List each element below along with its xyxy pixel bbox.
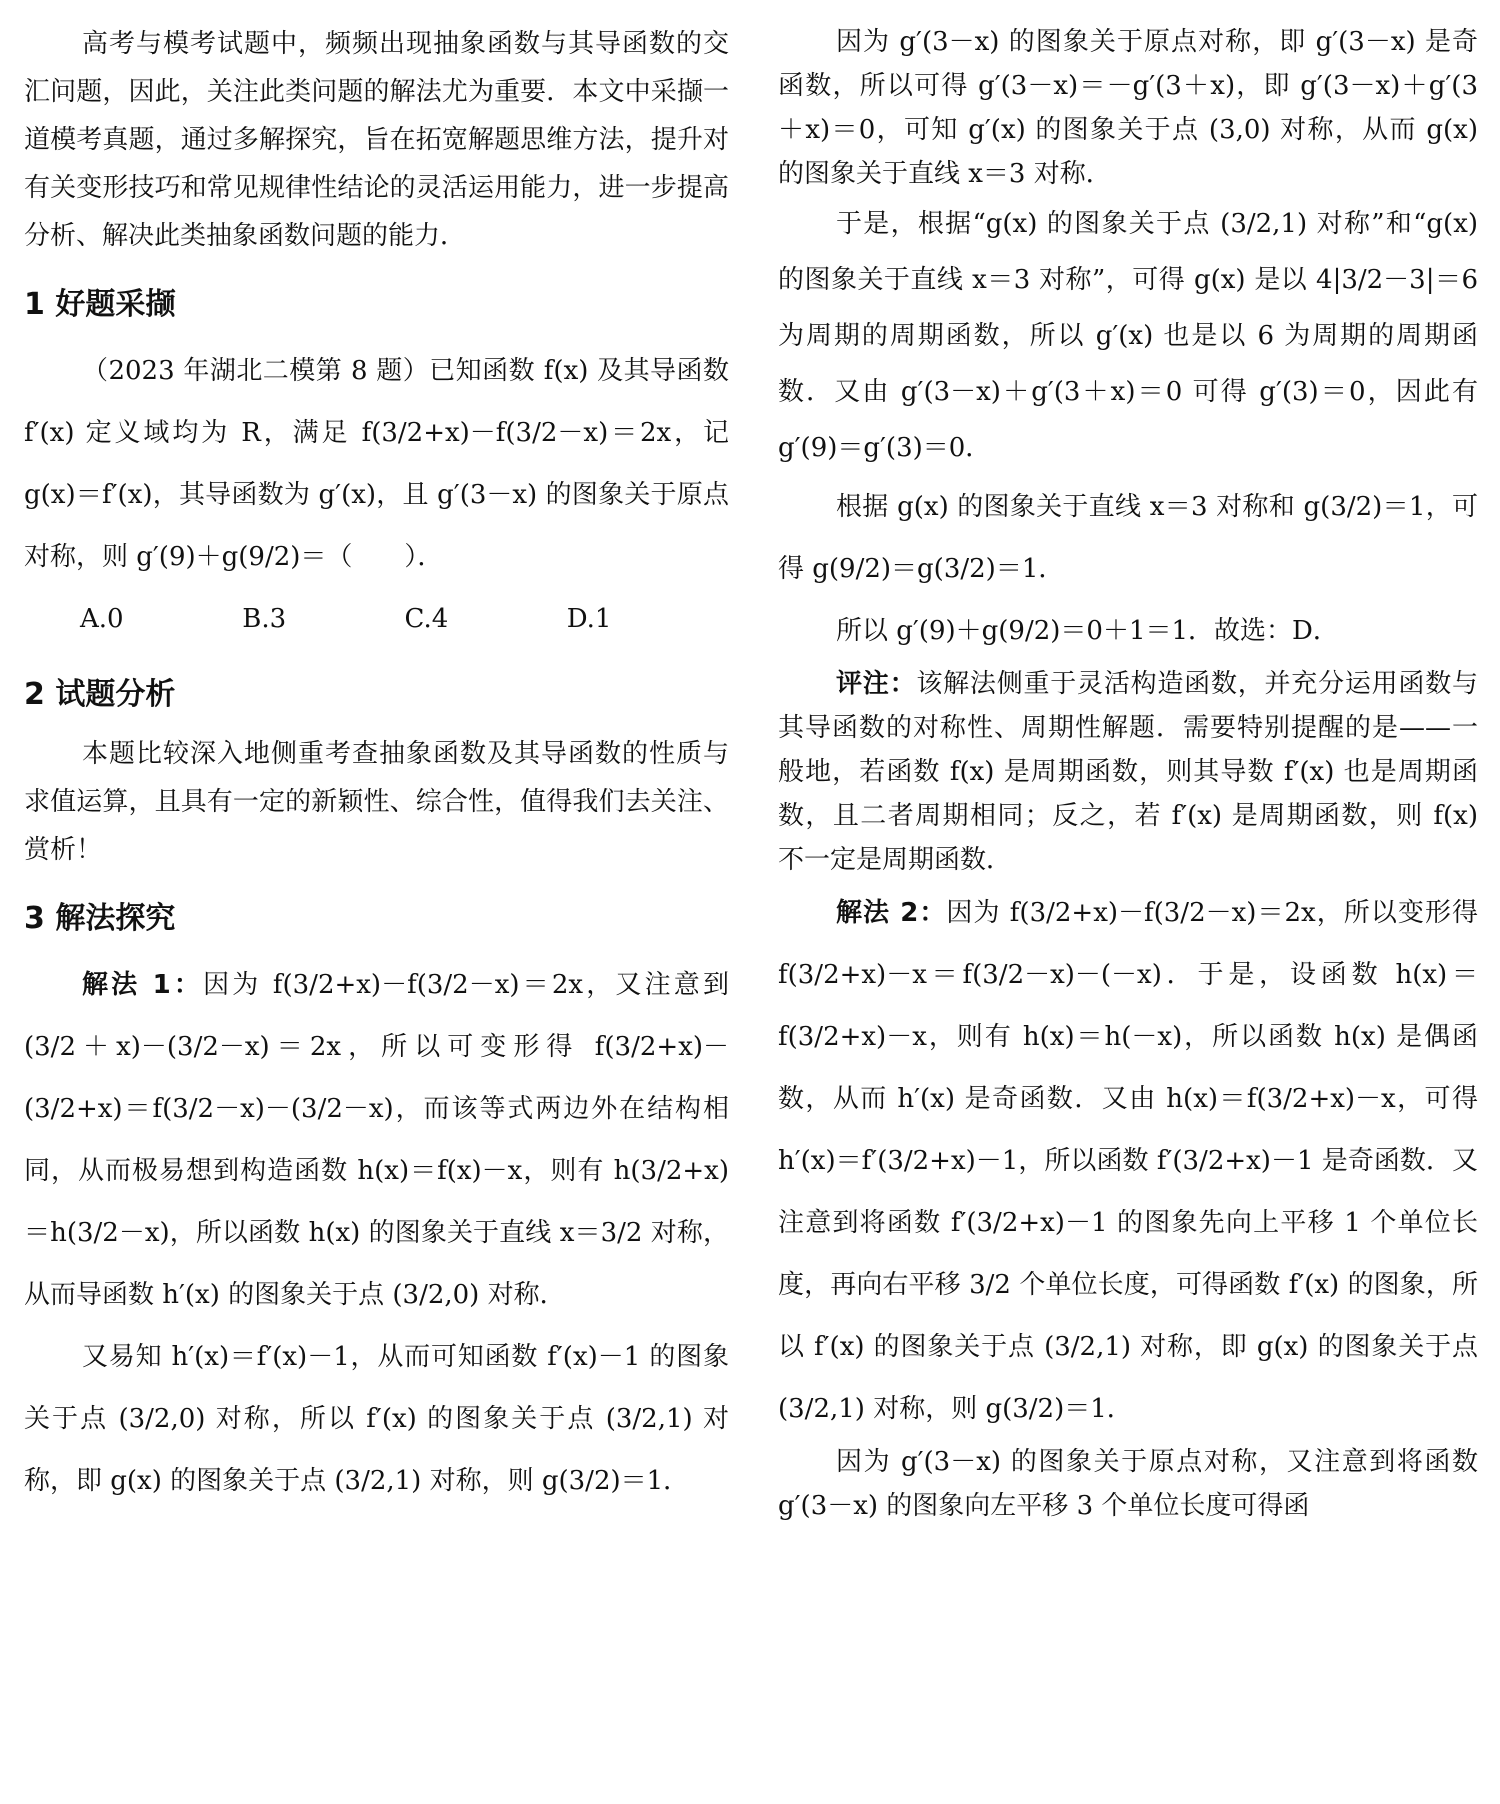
value-paragraph: 根据 g(x) 的图象关于直线 x＝3 对称和 g(3/2)＝1，可得 g(9/2)＝g(3/2)＝1．: [778, 492, 1478, 584]
intro-paragraph: 高考与模考试题中，频频出现抽象函数与其导函数的交汇问题，因此，关注此类问题的解法尤为重要．本文中采撷一道模考真题，通过多解探究，旨在拓宽解题思维方法，提升对有关变形技巧和常见规律性结论的灵活运用能力，进一步提高分析、解决此类抽象函数问题的能力．: [24, 29, 729, 251]
symmetry-paragraph: 因为 g′(3－x) 的图象关于原点对称，即 g′(3－x) 是奇函数，所以可得 g′(3－x)＝－g′(3＋x)，即 g′(3－x)＋g′(3＋x)＝0，可知 g′(x) 的图象关于点 (3,0) 对称，从而 g(x) 的图象关于直线 x＝3 对称．: [778, 27, 1478, 189]
solution-1-label: 解法 1：: [82, 970, 204, 1000]
section-heading-1: 1 好题采撷: [24, 287, 176, 322]
period-paragraph: 于是，根据“g(x) 的图象关于点 (3/2,1) 对称”和“g(x) 的图象关于直线 x＝3 对称”，可得 g(x) 是以 4|3/2－3|＝6 为周期的周期函数，所以 g′(x) 也是以 6 为周期的周期函数．又由 g′(3－x)＋g′(3＋x)＝0 可得 g′(3)＝0，因此有 g′(9)＝g′(3)＝0．: [778, 209, 1478, 463]
section-heading-2: 2 试题分析: [24, 677, 176, 712]
conclusion-paragraph: 所以 g′(9)＋g(9/2)＝0＋1＝1．故选：D．: [836, 616, 1339, 646]
analysis-paragraph: 本题比较深入地侧重考查抽象函数及其导函数的性质与求值运算，且具有一定的新颖性、综合性，值得我们去关注、赏析！: [24, 739, 729, 865]
section-heading-3: 3 解法探究: [24, 901, 176, 936]
solution-2-paragraph: [778, 882, 1478, 1440]
answer-options: [24, 588, 729, 650]
remark-paragraph: [778, 662, 1478, 882]
solution-1-paragraph-2: 又易知 h′(x)＝f′(x)－1，从而可知函数 f′(x)－1 的图象关于点 (3/2,0) 对称，所以 f′(x) 的图象关于点 (3/2,1) 对称，即 g(x) 的图象关于点 (3/2,1) 对称，则 g(3/2)＝1．: [24, 1342, 729, 1496]
solution-2-label: 解法 2：: [836, 898, 947, 928]
continuation-paragraph: 因为 g′(3－x) 的图象关于原点对称，又注意到将函数 g′(3－x) 的图象向左平移 3 个单位长度可得函: [778, 1447, 1478, 1521]
solution-2-text: 因为 f(3/2+x)－f(3/2－x)＝2x，所以变形得 f(3/2+x)－x＝f(3/2－x)－(－x)．于是，设函数 h(x)＝f(3/2+x)－x，则有 h(x)＝h(－x)，所以函数 h(x) 是偶函数，从而 h′(x) 是奇函数．又由 h(x)＝f(3/2+x)－x，可得 h′(x)＝f′(3/2+x)－1，所以函数 f′(3/2+x)－1 是奇函数．又注意到将函数 f′(3/2+x)－1 的图象先向上平移 1 个单位长度，再向右平移 3/2 个单位长度，可得函数 f′(x) 的图象，所以 f′(x) 的图象关于点 (3/2,1) 对称，即 g(x) 的图象关于点 (3/2,1) 对称，则 g(3/2)＝1．: [778, 898, 1478, 1424]
left-column: [24, 20, 729, 1512]
right-column: [778, 20, 1478, 1528]
remark-label: 评注：: [836, 669, 917, 699]
problem-statement: （2023 年湖北二模第 8 题）已知函数 f(x) 及其导函数 f′(x) 定义域均为 R，满足 f(3/2+x)－f(3/2－x)＝2x，记 g(x)＝f′(x)，其导函数为 g′(x)，且 g′(3－x) 的图象关于原点对称，则 g′(9)＋g(9/2)＝（ ）．: [24, 356, 729, 572]
remark-text: 该解法侧重于灵活构造函数，并充分运用函数与其导函数的对称性、周期性解题．需要特别提醒的是——一般地，若函数 f(x) 是周期函数，则其导数 f′(x) 也是周期函数，且二者周期相同；反之，若 f′(x) 是周期函数，则 f(x) 不一定是周期函数．: [778, 669, 1478, 875]
solution-1-text: 因为 f(3/2+x)－f(3/2－x)＝2x，又注意到 (3/2＋x)－(3/2－x)＝2x，所以可变形得 f(3/2+x)－(3/2+x)＝f(3/2－x)－(3/2－x)，而该等式两边外在结构相同，从而极易想到构造函数 h(x)＝f(x)－x，则有 h(3/2+x)＝h(3/2－x)，所以函数 h(x) 的图象关于直线 x＝3/2 对称，从而导函数 h′(x) 的图象关于点 (3/2,0) 对称．: [24, 970, 729, 1310]
option-a: A.0: [80, 604, 124, 634]
solution-1-paragraph: [24, 954, 729, 1326]
option-c: C.4: [404, 604, 449, 634]
option-d: D.1: [566, 604, 612, 634]
option-b: B.3: [242, 604, 287, 634]
